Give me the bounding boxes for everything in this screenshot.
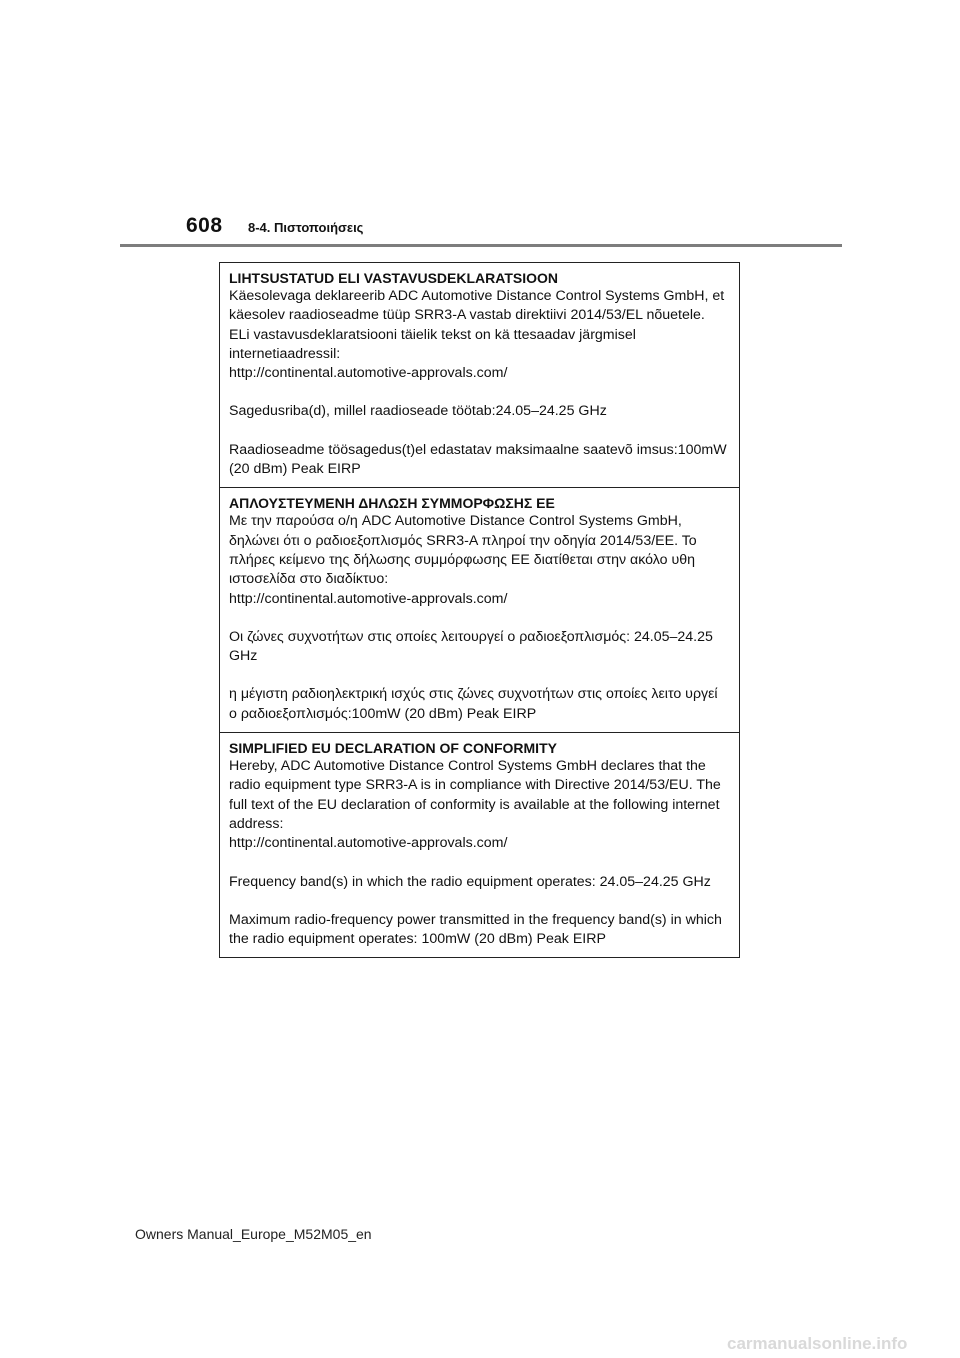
declaration-body: Με την παρούσα ο/η ADC Automotive Distance Control Systems GmbH, δηλώνει ότι ο ραδιοεξοπλισμός SRR3-A πληροί την οδηγία 2014/53/ΕΕ. Το πλήρες κείμενο της δήλωσης συμμόρφωσης ΕΕ διατίθεται στην ακόλο υθη ιστοσελίδα στο διαδίκτυο: [229,513,697,588]
declaration-url: http://continental.automotive-approvals.com/ [229,590,508,607]
section-title: 8-4. Πιστοποιήσεις [248,220,364,235]
declaration-title: SIMPLIFIED EU DECLARATION OF CONFORMITY [229,740,557,757]
declaration-title: LIHTSUSTATUD ELI VASTAVUSDEKLARATSIOON [229,270,558,286]
declaration-frequency: Frequency band(s) in which the radio equipment operates: 24.05–24.25 GHz [229,873,711,890]
declaration-english [220,733,739,957]
declaration-estonian [220,263,739,488]
declaration-url: http://continental.automotive-approvals.com/ [229,835,508,852]
declaration-frequency: Sagedusriba(d), millel raadioseade töötab:24.05–24.25 GHz [229,403,607,420]
declaration-body: Käesolevaga deklareerib ADC Automotive Distance Control Systems GmbH, et käesolev raadioseadme tüüp SRR3-A vastab direktiivi 2014/53/EL nõuetele. ELi vastavusdeklaratsiooni täielik tekst on kä ttesaadav järgmisel internetiaadressil: [229,288,725,362]
declaration-url: http://continental.automotive-approvals.com/ [229,365,508,382]
declaration-power: η μέγιστη ραδιοηλεκτρική ισχύς στις ζώνες συχνοτήτων στις οποίες λειτο υργεί ο ραδιοεξοπλισμός:100mW (20 dBm) Peak EIRP [229,686,718,722]
page-number: 608 [186,214,223,237]
header-rule [120,244,842,247]
declaration-power: Raadioseadme töösagedus(t)el edastatav maksimaalne saatevõ imsus:100mW (20 dBm) Peak EIRP [229,441,727,478]
declaration-title: ΑΠΛΟΥΣΤΕΥΜΕΝΗ ΔΗΛΩΣΗ ΣΥΜΜΟΡΦΩΣΗΣ ΕΕ [229,495,555,512]
watermark: carmanualsonline.info [727,1334,908,1353]
page-header [120,214,842,246]
declaration-body: Hereby, ADC Automotive Distance Control Systems GmbH declares that the radio equipment type SRR3-A is in compliance with Directive 2014/53/EU. The full text of the EU declaration of conformity is available at the following internet address: [229,758,721,832]
declaration-greek [220,488,739,733]
declaration-table [219,262,740,958]
manual-id-footer: Owners Manual_Europe_M52M05_en [135,1226,372,1242]
declaration-power: Maximum radio-frequency power transmitted in the frequency band(s) in which the radio equipment operates: 100mW (20 dBm) Peak EIRP [229,911,722,948]
declaration-frequency: Οι ζώνες συχνοτήτων στις οποίες λειτουργεί ο ραδιοεξοπλισμός: 24.05–24.25 GHz [229,628,713,665]
